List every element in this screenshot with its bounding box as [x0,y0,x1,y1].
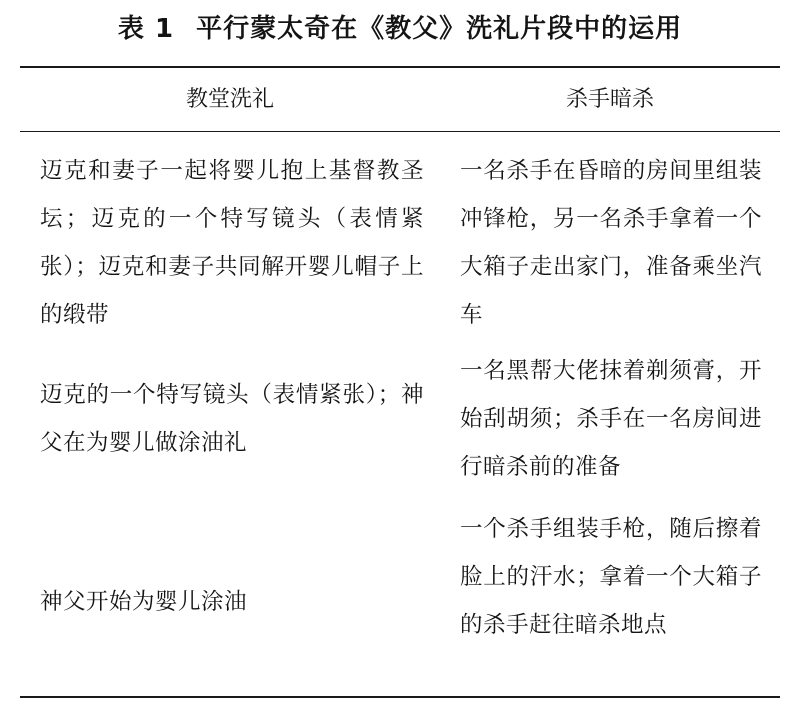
table-number: 表 1 [117,14,175,44]
row-2-baptism-cell: 迈克的一个特写镜头（表情紧张）；神父在为婴儿做涂油礼 [40,382,424,456]
header-rule [20,131,780,132]
table-title [0,0,800,58]
row-2-assassination-cell: 一名黑帮大佬抹着剃须膏，开始刮胡须；杀手在一名房间进行暗杀前的准备 [460,358,762,480]
bottom-rule [20,696,780,698]
column-header-baptism: 教堂洗礼 [185,87,274,112]
row-1-baptism-cell: 迈克和妻子一起将婴儿抱上基督教圣坛；迈克的一个特写镜头（表情紧张）；迈克和妻子共同解开婴儿帽子上的缎带 [40,158,424,328]
table-caption: 平行蒙太奇在《教父》洗礼片段中的运用 [196,14,683,44]
row-3-baptism-cell: 神父开始为婴儿涂油 [40,589,248,615]
row-1-assassination-cell: 一名杀手在昏暗的房间里组装冲锋枪，另一名杀手拿着一个大箱子走出家门，准备乘坐汽车 [460,158,762,328]
column-header-assassination: 杀手暗杀 [565,87,654,112]
row-3-assassination-cell: 一个杀手组装手枪，随后擦着脸上的汗水；拿着一个大箱子的杀手赶往暗杀地点 [460,516,762,638]
